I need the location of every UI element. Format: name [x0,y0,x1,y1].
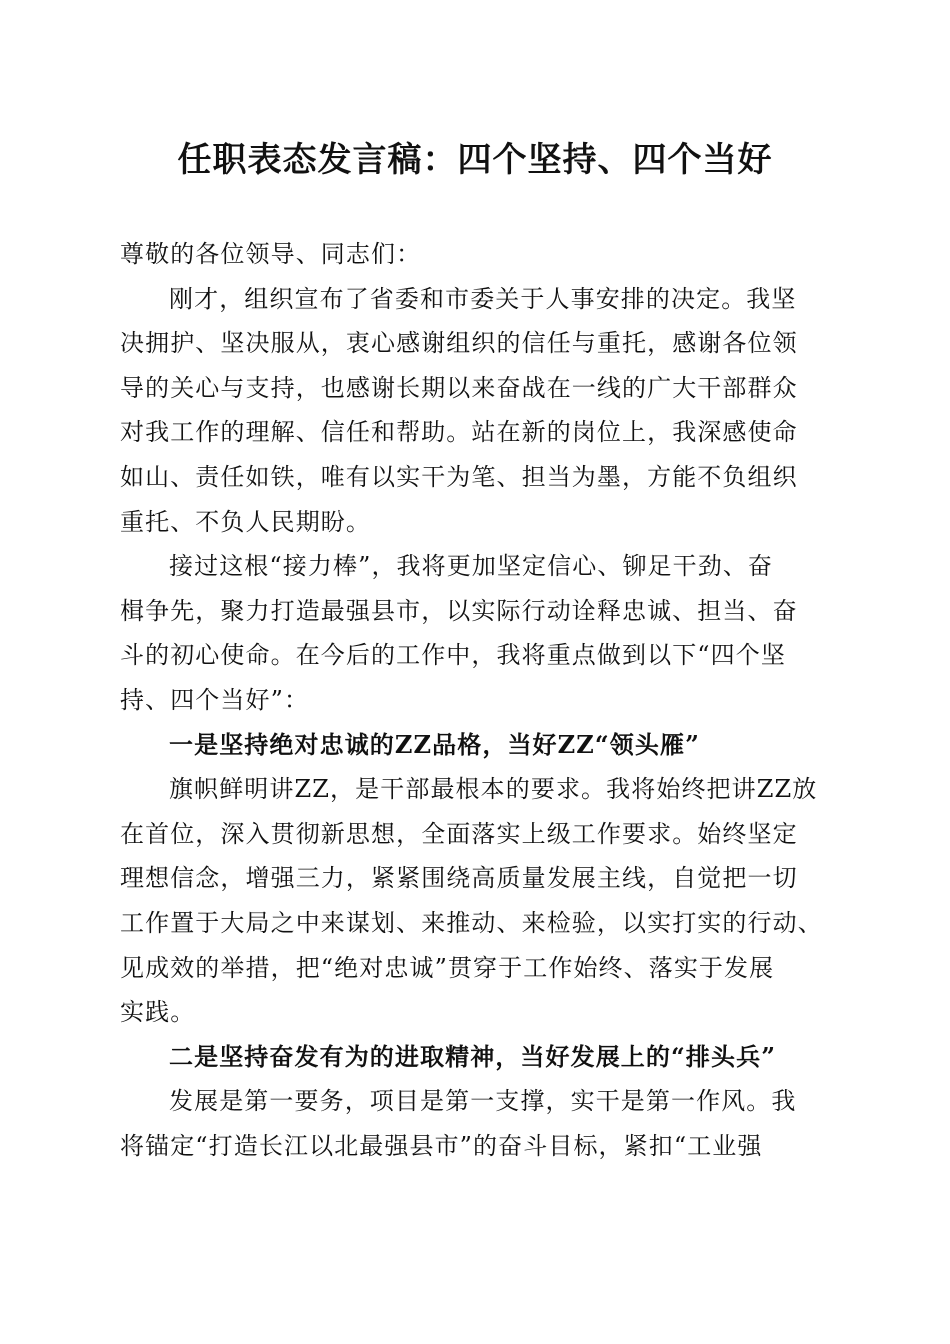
paragraph-line: 决拥护、坚决服从，衷心感谢组织的信任与重托，感谢各位领 [120,329,798,358]
document-title: 任职表态发言稿：四个坚持、四个当好 [177,140,773,180]
paragraph-line: 接过这根“接力棒”，我将更加坚定信心、铆足干劲、奋 [169,552,774,581]
paragraph-line: 见成效的举措，把“绝对忠诚”贯穿于工作始终、落实于发展 [120,953,775,982]
paragraph-line: 旗帜鲜明讲ZZ，是干部最根本的要求。我将始终把讲ZZ放 [169,775,818,804]
paragraph-line: 理想信念，增强三力，紧紧围绕高质量发展主线，自觉把一切 [120,864,798,893]
paragraph-line: 导的关心与支持，也感谢长期以来奋战在一线的广大干部群众 [120,373,798,402]
paragraph-line: 斗的初心使命。在今后的工作中，我将重点做到以下“四个坚 [120,641,786,670]
document-body [120,232,825,1168]
paragraph-line: 刚才，组织宣布了省委和市委关于人事安排的决定。我坚 [169,284,797,313]
salutation: 尊敬的各位领导、同志们： [120,240,422,268]
section-heading: 二是坚持奋发有为的进取精神，当好发展上的“排头兵” [169,1041,777,1071]
paragraph-line: 将锚定“打造长江以北最强县市”的奋斗目标，紧扣“工业强 [120,1131,763,1160]
paragraph-line: 在首位，深入贯彻新思想，全面落实上级工作要求。始终坚定 [120,819,798,848]
paragraph-line: 如山、责任如铁，唯有以实干为笔、担当为墨，方能不负组织 [120,462,798,491]
paragraph-line: 实践。 [120,998,196,1027]
paragraph-line: 对我工作的理解、信任和帮助。站在新的岗位上，我深感使命 [120,418,798,447]
section-heading: 一是坚持绝对忠诚的ZZ品格，当好ZZ“领头雁” [169,729,700,759]
paragraph-line: 持、四个当好”： [120,685,310,714]
paragraph-line: 重托、不负人民期盼。 [120,507,371,536]
paragraph-line: 楫争先，聚力打造最强县市，以实际行动诠释忠诚、担当、奋 [120,596,798,625]
paragraph-line: 工作置于大局之中来谋划、来推动、来检验，以实打实的行动、 [120,908,823,937]
paragraph-line: 发展是第一要务，项目是第一支撑，实干是第一作风。我 [169,1087,797,1116]
